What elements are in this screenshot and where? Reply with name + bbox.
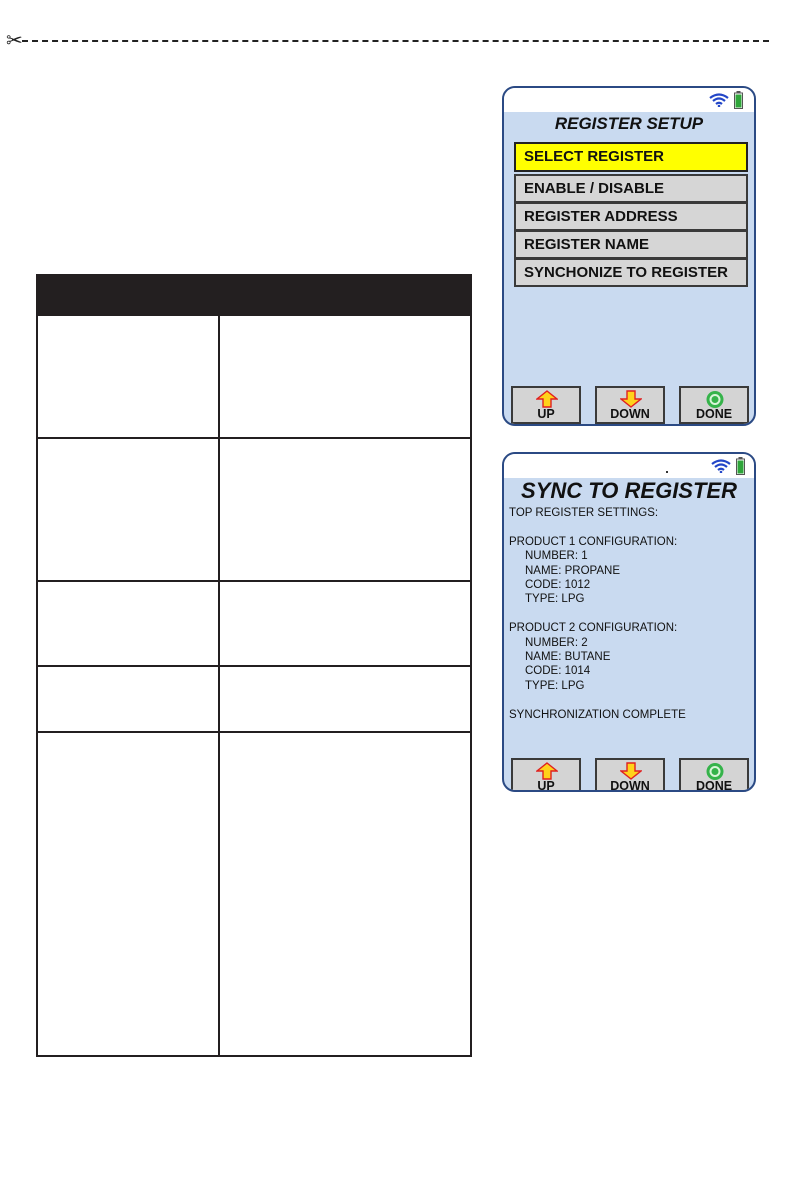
table-cell xyxy=(219,438,471,581)
product1-type: TYPE: LPG xyxy=(525,593,585,606)
cut-line xyxy=(22,40,769,42)
down-label: DOWN xyxy=(610,407,650,421)
down-arrow-icon xyxy=(620,762,642,780)
menu-item-register-name[interactable]: REGISTER NAME xyxy=(514,230,748,259)
menu-item-select-register[interactable]: SELECT REGISTER xyxy=(514,142,748,172)
up-label: UP xyxy=(537,779,555,792)
product2-heading: PRODUCT 2 CONFIGURATION: xyxy=(509,622,678,635)
table-cell xyxy=(37,732,219,1056)
product1-code: CODE: 1012 xyxy=(525,579,591,592)
battery-icon xyxy=(734,91,743,109)
done-label: DONE xyxy=(695,407,733,421)
table-cell xyxy=(37,581,219,666)
table-header-cell xyxy=(37,275,219,315)
register-setup-screen xyxy=(502,86,756,426)
product2-number: NUMBER: 2 xyxy=(525,636,588,649)
spacer xyxy=(509,693,686,707)
table-cell xyxy=(37,438,219,581)
menu-item-register-address[interactable]: REGISTER ADDRESS xyxy=(514,202,748,231)
wifi-icon xyxy=(709,93,729,107)
sync-header-line: TOP REGISTER SETTINGS: xyxy=(509,507,659,519)
product1-heading: PRODUCT 1 CONFIGURATION: xyxy=(509,535,678,548)
table-cell xyxy=(219,315,471,438)
done-button[interactable] xyxy=(679,758,749,792)
table-cell xyxy=(219,666,471,732)
table-cell xyxy=(37,315,219,438)
sync-output xyxy=(509,506,686,722)
sync-to-register-screen xyxy=(502,452,756,792)
status-bar xyxy=(504,454,754,478)
table-header-row xyxy=(37,275,471,315)
menu-item-enable-disable[interactable]: ENABLE / DISABLE xyxy=(514,174,748,203)
status-bar xyxy=(504,88,754,112)
status-dot xyxy=(666,471,668,473)
instruction-table xyxy=(36,274,472,1057)
spacer xyxy=(509,607,686,621)
down-button[interactable] xyxy=(595,386,665,424)
table-row xyxy=(37,732,471,1056)
up-arrow-icon xyxy=(536,762,558,780)
spacer xyxy=(509,520,686,534)
screen-title: SYNC TO REGISTER xyxy=(521,478,737,503)
done-button[interactable] xyxy=(679,386,749,424)
product2-code: CODE: 1014 xyxy=(525,665,591,678)
up-arrow-icon xyxy=(536,390,558,408)
screen-title: REGISTER SETUP xyxy=(554,114,704,133)
up-button[interactable] xyxy=(511,386,581,424)
up-label: UP xyxy=(537,407,555,421)
table-row xyxy=(37,315,471,438)
battery-icon xyxy=(736,457,745,475)
table-row xyxy=(37,581,471,666)
down-button[interactable] xyxy=(595,758,665,792)
product2-type: TYPE: LPG xyxy=(525,679,585,692)
table-row xyxy=(37,666,471,732)
sync-complete-line: SYNCHRONIZATION COMPLETE xyxy=(509,708,686,721)
table-cell xyxy=(219,732,471,1056)
wifi-icon xyxy=(711,459,731,473)
down-arrow-icon xyxy=(620,390,642,408)
scissors-icon: ✂ xyxy=(6,28,23,52)
register-setup-menu xyxy=(514,142,748,287)
menu-item-synchronize[interactable]: SYNCHONIZE TO REGISTER xyxy=(514,258,748,287)
product1-name: NAME: PROPANE xyxy=(525,564,620,577)
table-row xyxy=(37,438,471,581)
table-cell xyxy=(37,666,219,732)
down-label: DOWN xyxy=(610,779,650,792)
done-label: DONE xyxy=(695,779,733,792)
product1-number: NUMBER: 1 xyxy=(525,550,588,563)
table-header-cell xyxy=(219,275,471,315)
product2-name: NAME: BUTANE xyxy=(525,651,611,664)
up-button[interactable] xyxy=(511,758,581,792)
table-cell xyxy=(219,581,471,666)
